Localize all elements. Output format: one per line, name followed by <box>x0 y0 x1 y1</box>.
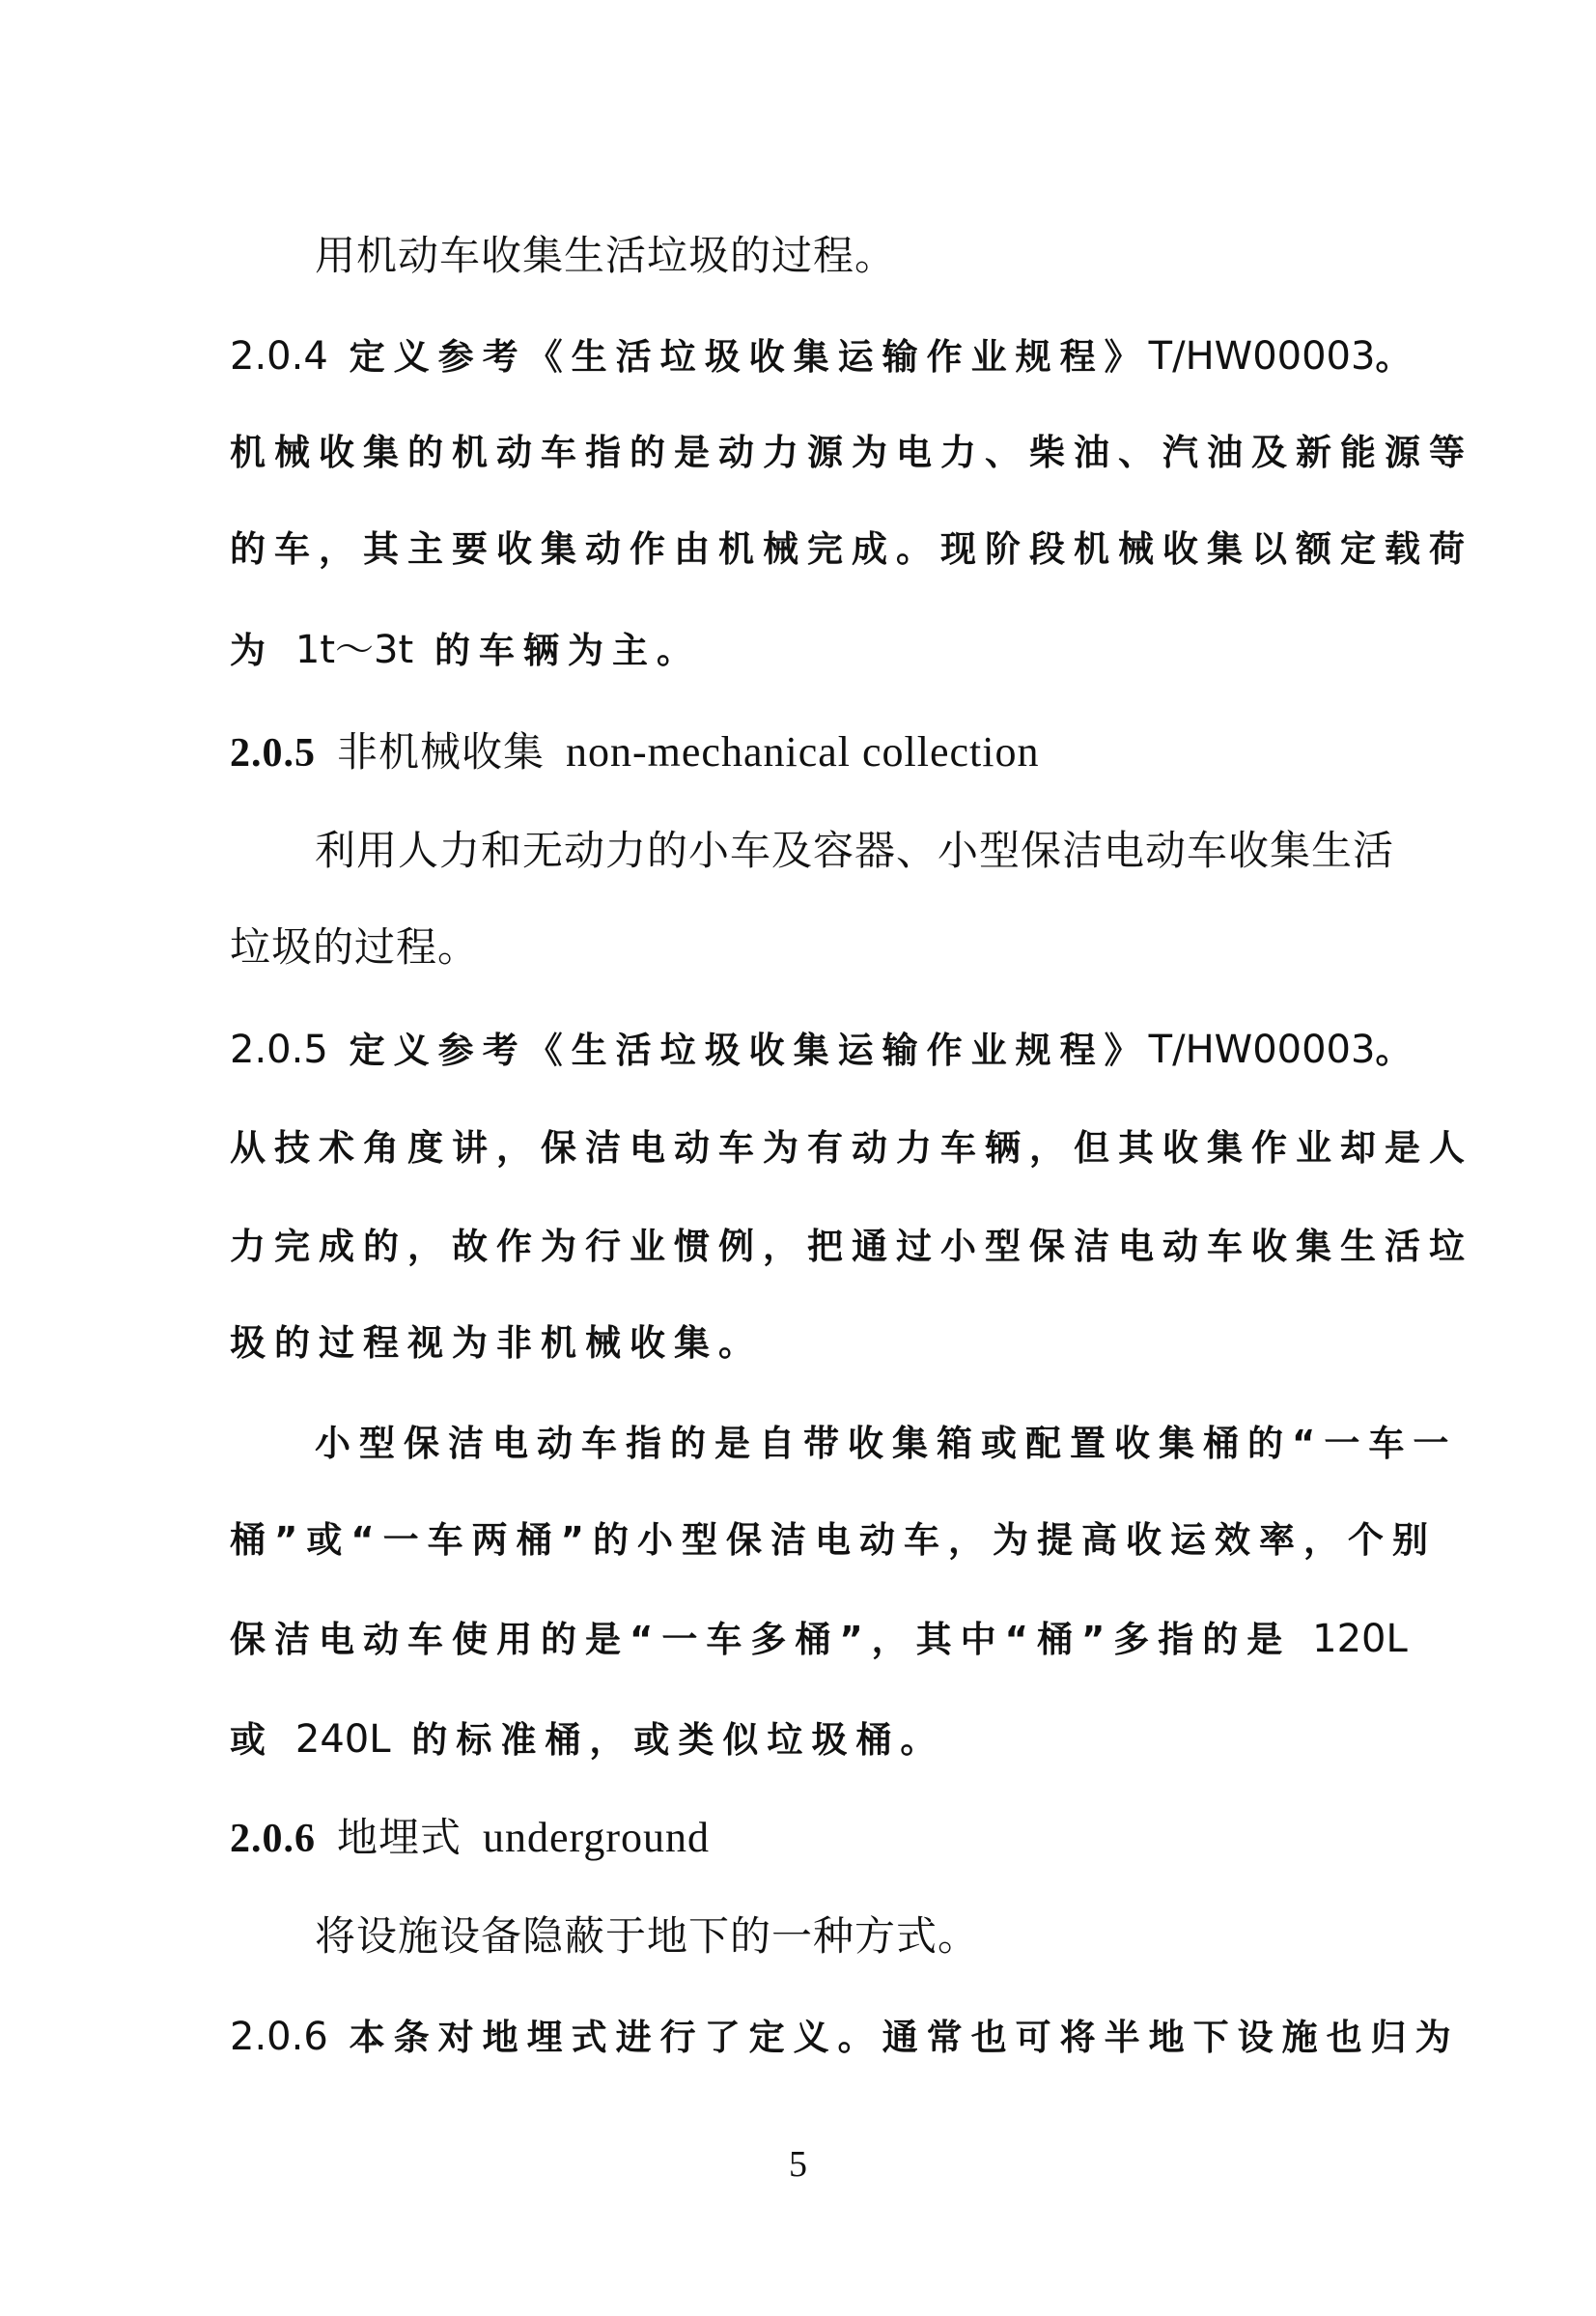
term-number: 2.0.6 <box>230 1817 316 1861</box>
text-segment: 桶”或“一车两桶”的小型保洁电动车，为提高收运效率，个别 <box>230 1519 1437 1561</box>
commentary-line <box>230 1219 1473 1275</box>
text-segment: 从技术角度讲，保洁电动车为有动力车辆，但其收集作业却是人 <box>230 1127 1473 1169</box>
text-segment: 保洁电动车使用的是“一车多桶”，其中“桶”多指的是 <box>230 1619 1313 1660</box>
term-heading <box>230 724 1388 781</box>
text-segment: 。 <box>1375 336 1420 378</box>
code-text: 2.0.6 <box>230 2015 328 2059</box>
text-segment: 的车，其主要收集动作由机械完成。现阶段机械收集以额定载荷 <box>230 528 1473 570</box>
text-segment: 将设施设备隐蔽于地下的一种方式。 <box>315 1912 980 1960</box>
text-segment: 定义参考《生活垃圾收集运输作业规程》 <box>327 1030 1149 1071</box>
term-chinese: 地埋式 <box>337 1814 462 1861</box>
text-segment: 定义参考《生活垃圾收集运输作业规程》 <box>327 336 1149 378</box>
code-text: T/HW00003 <box>1148 334 1376 379</box>
definition-line <box>230 919 1388 975</box>
definition-line <box>315 823 1395 879</box>
text-segment: 垃圾的过程。 <box>230 923 480 971</box>
commentary-line <box>230 1512 1437 1568</box>
commentary-line <box>315 1416 1458 1472</box>
text-segment: 。 <box>1375 1030 1420 1071</box>
text-segment: 力完成的，故作为行业惯例，把通过小型保洁电动车收集生活垃 <box>230 1226 1473 1267</box>
commentary-line <box>230 522 1473 578</box>
commentary-line <box>230 622 1388 679</box>
commentary-line <box>230 328 1420 385</box>
commentary-line <box>230 1120 1473 1176</box>
definition-line <box>315 1908 1388 1964</box>
code-text: 2.0.4 <box>230 334 328 379</box>
text-segment: 的标准桶，或类似垃圾桶。 <box>390 1719 945 1761</box>
definition-line <box>315 228 1388 284</box>
term-english: underground <box>483 1814 711 1861</box>
commentary-line <box>230 1022 1420 1079</box>
code-text: 240L <box>294 1717 391 1762</box>
code-text: 1t～3t <box>294 628 414 672</box>
commentary-line <box>230 1711 1388 1768</box>
term-chinese: 非机械收集 <box>337 728 546 776</box>
commentary-line <box>230 2009 1460 2066</box>
text-segment: 小型保洁电动车指的是自带收集箱或配置收集桶的“一车一 <box>315 1423 1458 1464</box>
text-segment: 为 <box>230 630 295 671</box>
code-text: T/HW00003 <box>1148 1028 1376 1072</box>
commentary-line <box>230 425 1473 481</box>
text-segment: 本条对地埋式进行了定义。通常也可将半地下设施也归为 <box>327 2017 1460 2058</box>
commentary-line <box>230 1315 1388 1371</box>
term-number: 2.0.5 <box>230 731 316 776</box>
text-segment: 圾的过程视为非机械收集。 <box>230 1322 763 1364</box>
page-number: 5 <box>789 2144 807 2185</box>
text-segment: 的车辆为主。 <box>413 630 702 671</box>
text-segment: 用机动车收集生活垃圾的过程。 <box>315 232 897 279</box>
text-segment: 或 <box>230 1719 295 1761</box>
term-english: non-mechanical collection <box>566 728 1040 776</box>
code-text: 120L <box>1312 1617 1408 1661</box>
text-segment: 机械收集的机动车指的是动力源为电力、柴油、汽油及新能源等 <box>230 432 1473 473</box>
commentary-line <box>230 1611 1408 1668</box>
text-segment: 利用人力和无动力的小车及容器、小型保洁电动车收集生活 <box>315 827 1395 874</box>
term-heading <box>230 1810 1388 1867</box>
code-text: 2.0.5 <box>230 1028 328 1072</box>
